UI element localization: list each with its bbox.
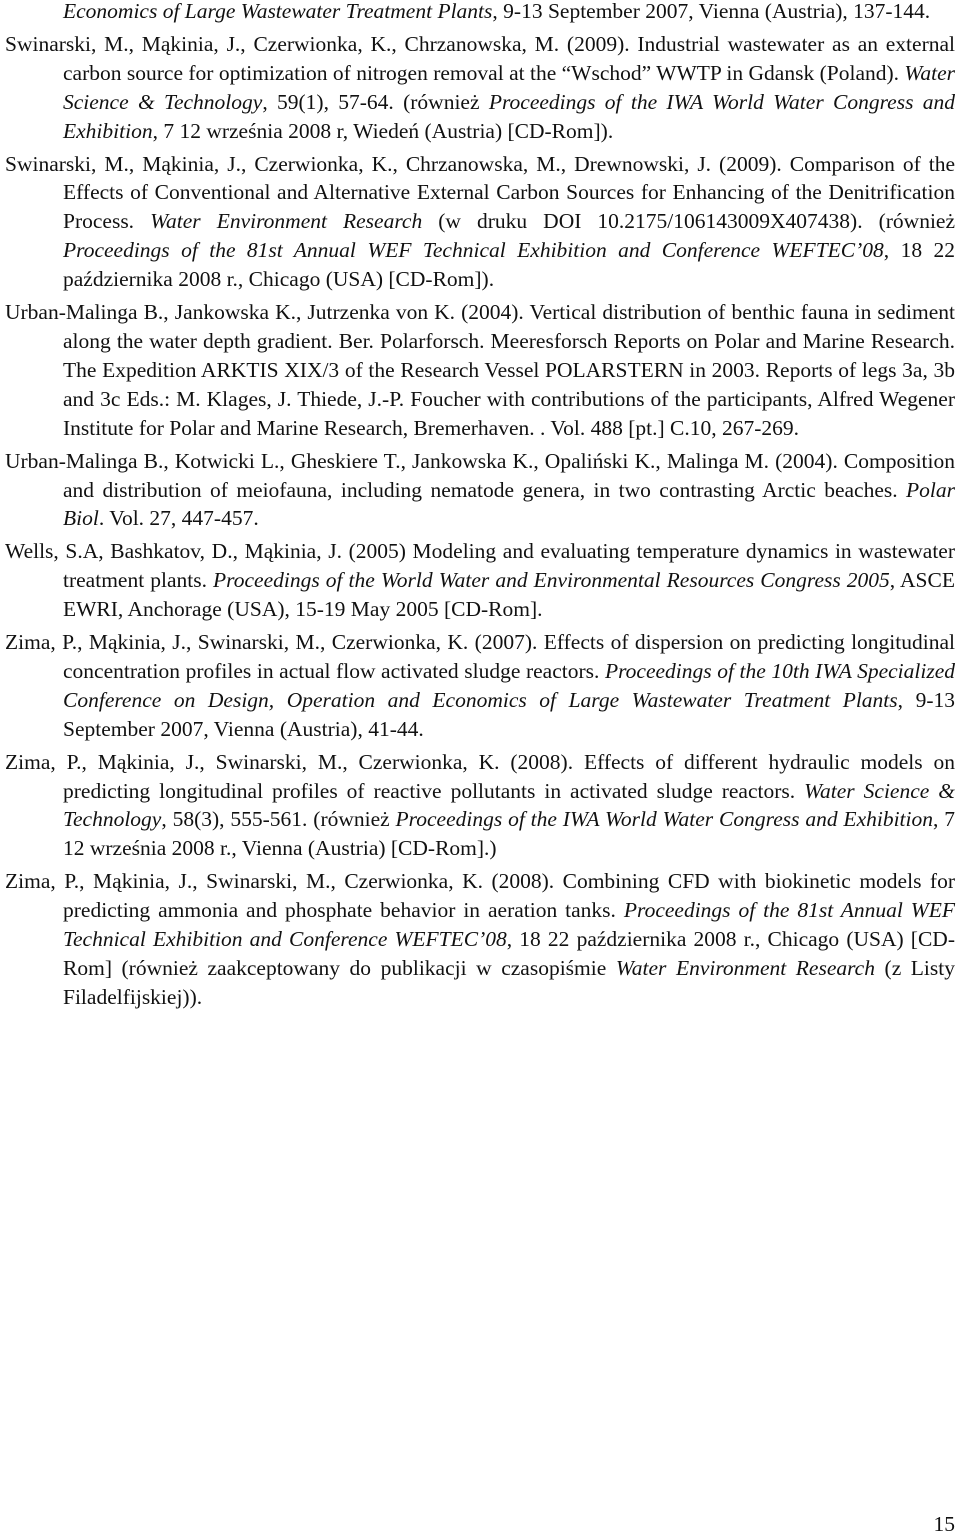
reference-segment: (w druku DOI 10.2175/106143009X407438). (również (422, 209, 956, 234)
reference-segment: Urban-Malinga B., Jankowska K., Jutrzenka von K. (2004). Vertical distribution of benthic fauna in sediment along the water depth gradient. Ber. Polarforsch. Meeresforsch Reports on Polar and Marine Research. The Expedition ARKTIS XIX/3 of the Research Vessel POLARSTERN in 2003. Reports of legs 3a, 3b and 3c Eds.: M. Klages, J. Thiede, J.-P. Foucher with contributions of the participants, Alfred Wegener Institute for Polar and Marine Research, Bremerhaven. . Vol. 488 [pt.] C.10, 267-269. (5, 300, 955, 440)
reference-entry (5, 447, 955, 534)
reference-segment: Wells, S.A, Bashkatov, D., Mąkinia, J. (2005) Modeling and evaluating temperature dynamics in wastewater treatment plants. (5, 539, 955, 593)
reference-italic-segment: Proceedings of the World Water and Environmental Resources Congress 2005 (213, 568, 890, 593)
reference-segment: . Vol. 27, 447-457. (98, 506, 259, 531)
reference-entry (5, 298, 955, 443)
reference-italic-segment: Proceedings of the IWA World Water Congress and Exhibition (395, 807, 934, 832)
reference-segment: , 58(3), 555-561. (również (161, 807, 396, 832)
reference-segment: Zima, P., Mąkinia, J., Swinarski, M., Czerwionka, K. (2007). Effects of dispersion on predicting longitudinal concentration profiles in actual flow activated sludge reactors. (5, 630, 955, 683)
reference-italic-segment: Proceedings of the 81st Annual WEF Technical Exhibition and Conference WEFTEC’08 (63, 238, 884, 263)
reference-continuation (5, 0, 955, 26)
reference-segment: Swinarski, M., Mąkinia, J., Czerwionka, K., Chrzanowska, M. (2009). Industrial wastewater as an external carbon source for optimization of nitrogen removal at the “Wschod” WWTP in Gdansk (Poland). (5, 31, 955, 85)
reference-segment: Zima, P., Mąkinia, J., Swinarski, M., Czerwionka, K. (2008). Effects of different hydraulic models on predicting longitudinal profiles of reactive pollutants in activated sludge reactors. (5, 749, 955, 803)
reference-entry (5, 867, 955, 1012)
reference-entry (5, 748, 955, 864)
reference-list (5, 0, 955, 1016)
reference-segment: , 9-13 September 2007, Vienna (Austria), 137-144. (492, 0, 931, 23)
reference-italic-segment: Water Environment Research (150, 209, 423, 234)
reference-entry (5, 30, 955, 146)
reference-segment: , 18 22 października 2008 r., Chicago (USA) [CD-Rom] (również zaakceptowany do publikacji w czasopiśmie (63, 927, 955, 980)
reference-segment: Urban-Malinga B., Kotwicki L., Gheskiere T., Jankowska K., Opaliński K., Malinga M. (2004). Composition and distribution of meiofauna, including nematode genera, in two contrasting Arctic beaches. (5, 448, 955, 502)
reference-segment: (z Listy Filadelfijskiej)). (63, 956, 955, 1009)
reference-italic-segment: Water Environment Research (615, 956, 875, 980)
reference-segment: , 7 12 września 2008 r., Vienna (Austria) [CD-Rom].) (63, 807, 956, 861)
reference-italic-segment: Economics of Large Wastewater Treatment Plants (63, 0, 493, 23)
reference-segment: , 9-13 September 2007, Vienna (Austria), 41-44. (63, 687, 955, 741)
reference-italic-segment: Proceedings of the IWA World Water Congress and Exhibition (63, 89, 955, 143)
reference-entry (5, 537, 955, 624)
page-number: 15 (933, 1512, 955, 1536)
reference-entry (5, 150, 955, 295)
reference-segment: , 59(1), 57-64. (również (262, 89, 489, 114)
reference-italic-segment: Water Science & Technology (63, 778, 955, 832)
reference-segment: Swinarski, M., Mąkinia, J., Czerwionka, K., Chrzanowska, M., Drewnowski, J. (2009). Comparison of the Effects of Conventional and Alternative External Carbon Sources for Enhancing of the Denitrification Process. (5, 151, 955, 234)
reference-segment: , 18 22 października 2008 r., Chicago (USA) [CD-Rom]). (63, 238, 956, 292)
reference-italic-segment: Proceedings of the 81st Annual WEF Technical Exhibition and Conference WEFTEC’08 (63, 898, 955, 952)
reference-entry (5, 628, 955, 744)
reference-italic-segment: Water Science & Technology (63, 60, 955, 114)
reference-italic-segment: Proceedings of the 10th IWA Specialized Conference on Design, Operation and Economics of Large Wastewater Treatment Plants (63, 658, 955, 712)
reference-segment: , ASCE EWRI, Anchorage (USA), 15-19 May 2005 [CD-Rom]. (63, 568, 955, 622)
reference-segment: , 7 12 września 2008 r, Wiedeń (Austria) [CD-Rom]). (152, 118, 614, 143)
reference-italic-segment: Polar Biol (63, 477, 955, 531)
reference-segment: Zima, P., Mąkinia, J., Swinarski, M., Czerwionka, K. (2008). Combining CFD with biokinetic models for predicting ammonia and phosphate behavior in aeration tanks. (5, 869, 955, 923)
